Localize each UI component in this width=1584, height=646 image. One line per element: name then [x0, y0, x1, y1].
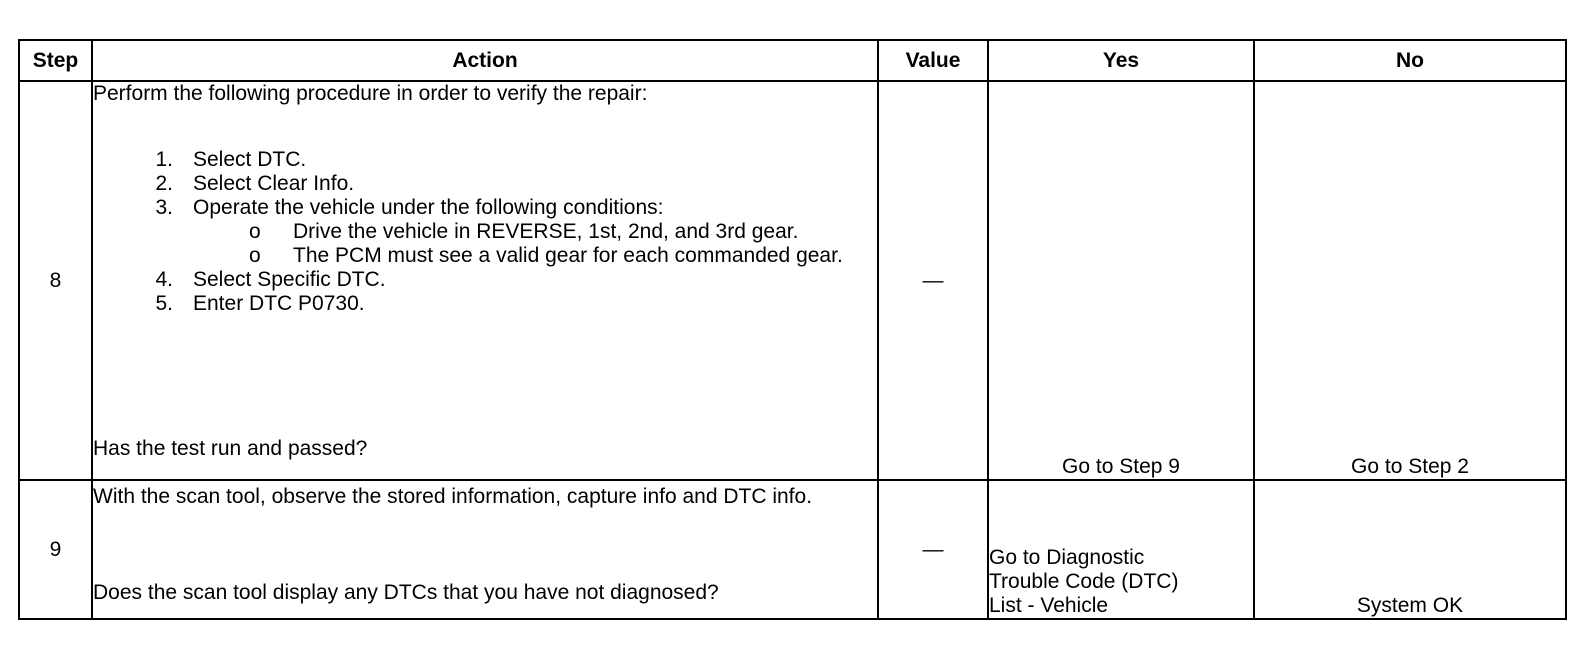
list-item — [155, 292, 877, 316]
list-item — [249, 244, 877, 268]
value-dash: — — [922, 537, 944, 561]
header-value: Value — [878, 40, 988, 81]
action-body — [93, 82, 877, 316]
list-item — [155, 196, 877, 268]
no-link[interactable]: Go to Step 2 — [1351, 455, 1469, 478]
step-num: 5. — [155, 292, 173, 315]
list-item — [155, 148, 877, 172]
action-question: Does the scan tool display any DTCs that you have not diagnosed? — [93, 581, 719, 604]
value-cell — [878, 480, 988, 619]
step-num: 4. — [155, 268, 173, 291]
header-no: No — [1254, 40, 1566, 81]
sub-step-text: The PCM must see a valid gear for each commanded gear. — [293, 244, 843, 267]
no-cell — [1254, 480, 1566, 619]
sub-condition-list — [193, 220, 877, 268]
diagnostic-table — [18, 39, 1567, 620]
step-number: 9 — [19, 480, 92, 619]
header-yes: Yes — [988, 40, 1254, 81]
action-question: Has the test run and passed? — [93, 437, 368, 460]
header-row — [19, 40, 1566, 81]
yes-link[interactable]: Go to Step 9 — [1062, 455, 1180, 478]
list-item — [155, 268, 877, 292]
yes-cell — [988, 81, 1254, 480]
yes-cell — [988, 480, 1254, 619]
list-item — [249, 220, 877, 244]
bullet-icon: o — [249, 244, 261, 267]
action-cell — [92, 81, 878, 480]
step-text: Select Specific DTC. — [193, 268, 386, 291]
no-link[interactable]: System OK — [1356, 594, 1464, 617]
action-intro: With the scan tool, observe the stored information, capture info and DTC info. — [93, 485, 813, 508]
action-intro: Perform the following procedure in order to verify the repair: — [93, 82, 648, 105]
step-text: Select DTC. — [193, 148, 307, 171]
step-num: 2. — [155, 172, 173, 195]
step-number: 8 — [19, 81, 92, 480]
no-cell — [1254, 81, 1566, 480]
step-text: Operate the vehicle under the following conditions: — [193, 196, 664, 219]
bullet-icon: o — [249, 220, 261, 243]
step-num: 1. — [155, 148, 173, 171]
step-num: 3. — [155, 196, 173, 219]
list-item — [155, 172, 877, 196]
value-cell — [878, 81, 988, 480]
procedure-list — [93, 148, 877, 316]
header-step: Step — [19, 40, 92, 81]
step-text: Enter DTC P0730. — [193, 292, 365, 315]
table-row — [19, 81, 1566, 480]
action-cell — [92, 480, 878, 619]
sub-step-text: Drive the vehicle in REVERSE, 1st, 2nd, and 3rd gear. — [293, 220, 799, 243]
yes-link[interactable]: Go to Diagnostic Trouble Code (DTC) List - Vehicle — [989, 546, 1179, 617]
value-dash: — — [922, 268, 944, 292]
header-action: Action — [92, 40, 878, 81]
table-row — [19, 480, 1566, 619]
step-text: Select Clear Info. — [193, 172, 355, 195]
